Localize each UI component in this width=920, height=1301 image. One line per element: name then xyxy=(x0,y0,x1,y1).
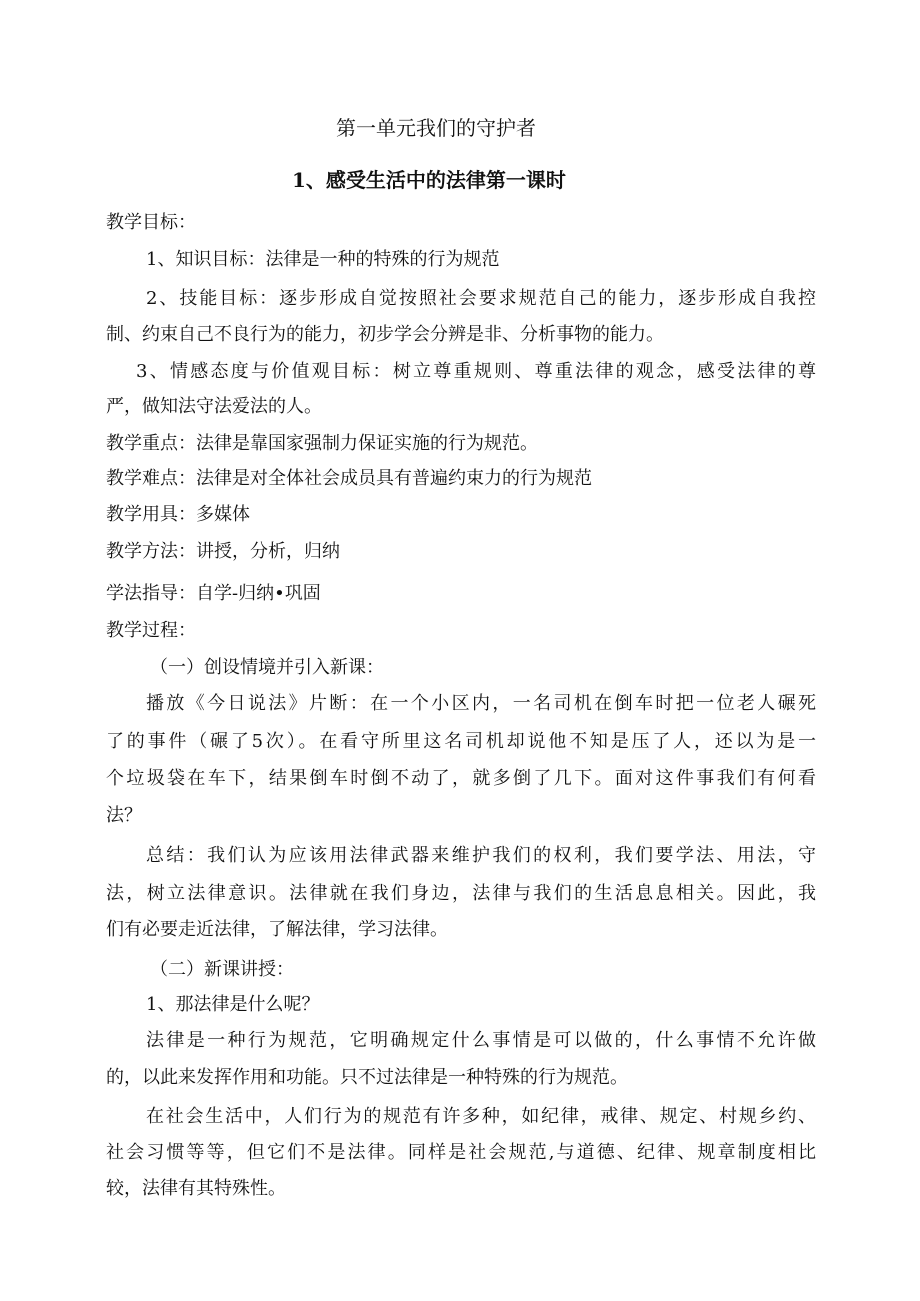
goal-attitude-line1: 3、情感态度与价值观目标：树立尊重规则、尊重法律的观念，感受法律的尊 xyxy=(136,361,816,382)
teaching-tools: 教学用具：多媒体 xyxy=(106,504,250,525)
paragraph4-line2: 社会习惯等等，但它们不是法律。同样是社会规范,与道德、纪律、规章制度相比 xyxy=(106,1142,816,1163)
paragraph1-line2: 了的事件（碾了5次）。在看守所里这名司机却说他不知是压了人，还以为是一 xyxy=(106,731,816,752)
goal-attitude-line2: 严，做知法守法爱法的人。 xyxy=(106,396,322,417)
unit-title: 第一单元我们的守护者 xyxy=(336,116,536,140)
paragraph2-line3: 们有必要走近法律，了解法律，学习法律。 xyxy=(106,919,448,940)
paragraph3-line1: 法律是一种行为规范，它明确规定什么事情是可以做的，什么事情不允许做 xyxy=(146,1030,816,1051)
teaching-methods: 教学方法：讲授，分析，归纳 xyxy=(106,541,340,562)
key-point: 教学重点：法律是靠国家强制力保证实施的行为规范。 xyxy=(106,433,538,454)
section1-heading: （一）创设情境并引入新课： xyxy=(150,657,384,678)
goal-knowledge: 1、知识目标：法律是一种的特殊的行为规范 xyxy=(146,249,500,270)
section2-heading: （二）新课讲授： xyxy=(150,959,294,980)
paragraph2-line2: 法，树立法律意识。法律就在我们身边，法律与我们的生活息息相关。因此，我 xyxy=(106,883,816,904)
process-heading: 教学过程： xyxy=(106,620,196,641)
paragraph2-line1: 总结：我们认为应该用法律武器来维护我们的权利，我们要学法、用法，守 xyxy=(146,845,816,866)
goals-heading: 教学目标： xyxy=(106,212,196,233)
paragraph1-line4: 法？ xyxy=(106,805,142,826)
difficulty: 教学难点：法律是对全体社会成员具有普遍约束力的行为规范 xyxy=(106,468,592,489)
paragraph4-line1: 在社会生活中，人们行为的规范有许多种，如纪律，戒律、规定、村规乡约、 xyxy=(146,1106,816,1127)
question1: 1、那法律是什么呢？ xyxy=(146,994,320,1015)
lesson-title: 1、感受生活中的法律第一课时 xyxy=(292,168,566,192)
paragraph4-line3: 较，法律有其特殊性。 xyxy=(106,1178,286,1199)
paragraph1-line3: 个垃圾袋在车下，结果倒车时倒不动了，就多倒了几下。面对这件事我们有何看 xyxy=(106,768,816,789)
paragraph1-line1: 播放《今日说法》片断：在一个小区内，一名司机在倒车时把一位老人碾死 xyxy=(146,693,816,714)
goal-skill-line1: 2、技能目标：逐步形成自觉按照社会要求规范自己的能力，逐步形成自我控 xyxy=(146,288,816,309)
paragraph3-line2: 的，以此来发挥作用和功能。只不过法律是一种特殊的行为规范。 xyxy=(106,1067,628,1088)
goal-skill-line2: 制、约束自己不良行为的能力，初步学会分辨是非、分析事物的能力。 xyxy=(106,324,664,345)
study-guide: 学法指导：自学-归纳•巩固 xyxy=(106,583,321,604)
